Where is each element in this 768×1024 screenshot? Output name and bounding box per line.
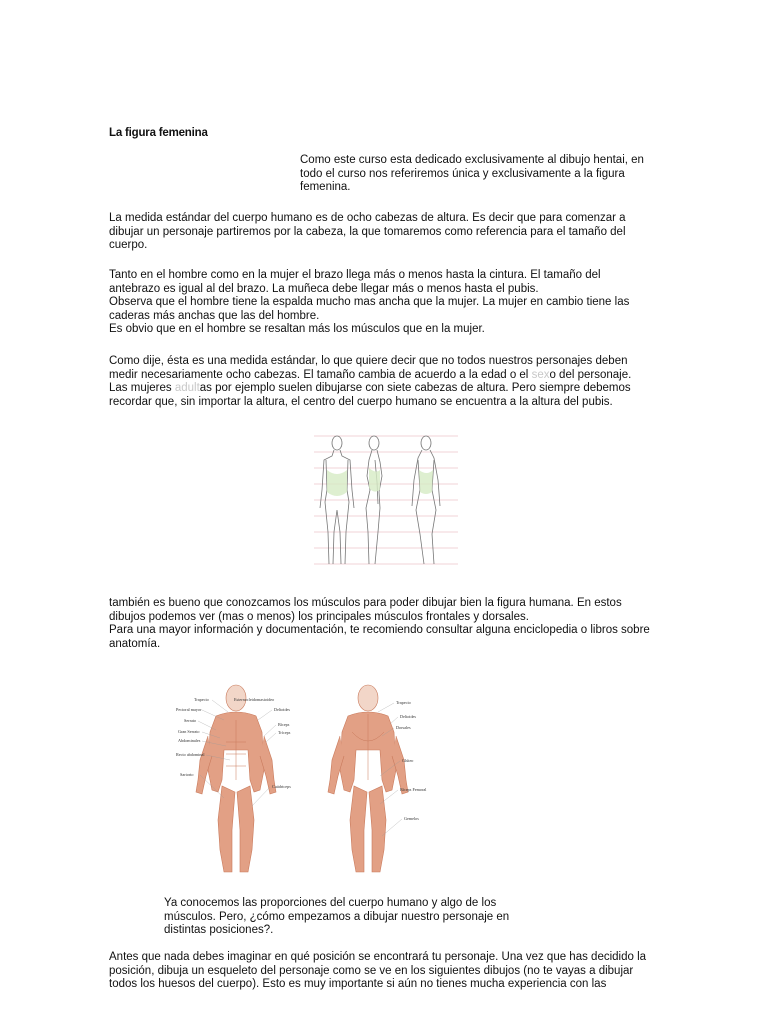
label-back-trapecio: Trapecio [396,700,411,705]
label-triceps: Tríceps [278,730,291,735]
label-esternocleido: Esternocleidomastoideo [234,697,275,702]
paragraph-proportions-line2: Observa que el hombre tiene la espalda mucho mas ancha que la mujer. La mujer en cambio tiene las caderas más anchas que las del hombre. [109,296,630,322]
label-biceps: Bíceps [278,722,290,727]
faint-text: sex [531,368,550,381]
text-run: Como dije, ésta es una medida estándar, lo que quiere decir que no todos nuestros personajes deben medir necesariamente ocho cabezas. El tamaño cambia de acuerdo a la edad o el [109,355,628,381]
paragraph-proportions [109,269,649,337]
label-back-deltoides: Deltoides [400,714,417,719]
paragraph-muscles-line2: Para una mayor información y documentación, te recomiendo consultar alguna enciclopedia o libros sobre anatomía. [109,624,650,650]
label-pectoral: Pectoral mayor [176,707,202,712]
label-back-dorsales: Dorsales [396,725,411,730]
paragraph-measure: La medida estándar del cuerpo humano es de ocho cabezas de altura. Es decir que para comenzar a dibujar un personaje partiremos por la cabeza, la que tomaremos como referencia para el tamaño del cuerpo. [109,212,626,252]
muscle-anatomy-image [168,680,458,880]
faint-text: adult [174,382,200,395]
caption-paragraph: Ya conocemos las proporciones del cuerpo humano y algo de los músculos. Pero, ¿cómo empezamos a dibujar nuestro personaje en distintas posiciones?. [164,897,510,937]
label-trapecio: Trapecio [194,697,209,702]
intro-paragraph: Como este curso esta dedicado exclusivamente al dibujo hentai, en todo el curso nos referiremos única y exclusivamente a la figura femenina. [300,154,644,194]
proportion-figures-image [312,430,460,578]
back-figure [328,685,408,872]
label-cuadriceps: Cuádriceps [272,784,291,789]
label-gran-serrato: Gran Serrato [178,729,200,734]
paragraph-proportions-line3: Es obvio que en el hombre se resaltan más los músculos que en la mujer. [109,323,485,336]
label-back-gluteo: Glúteo [402,758,414,763]
label-serrato: Serrato [184,718,197,723]
label-back-biceps-femoral: Bíceps Femoral [400,787,427,792]
paragraph-muscles-line1: también es bueno que conozcamos los músculos para poder dibujar bien la figura humana. En estos dibujos podemos ver (mas o menos) los principales músculos frontales y dorsales. [109,597,622,623]
paragraph-muscles [109,597,659,651]
label-back-gemelos: Gemelos [404,816,419,821]
label-deltoides: Deltoides [274,707,291,712]
front-figure [196,685,276,872]
text-run: o del personaje. Las mujeres [109,368,632,395]
section-heading: La figura femenina [109,127,208,139]
paragraph-proportions-line1: Tanto en el hombre como en la mujer el brazo llega más o menos hasta la cintura. El tamaño del antebrazo es igual al del brazo. La muñeca debe llegar más o menos hasta el pubis. [109,269,601,295]
label-recto: Recto abdominal [176,752,205,757]
label-abdominales: Abdominales [178,738,201,743]
label-sartorio: Sartorio [180,772,194,777]
paragraph-skeleton: Antes que nada debes imaginar en qué posición se encontrará tu personaje. Una vez que has decidido la posición, dibuja un esqueleto del personaje como se ve en los siguientes dibujos (no te vayas a dibujar todos los huesos del cuerpo). Esto es muy importante si aún no tienes mucha experiencia con las [109,951,647,991]
text-run: as por ejemplo suelen dibujarse con siete cabezas de altura. Pero siempre debemos recordar que, sin importar la altura, el centro del cuerpo humano se encuentra a la altura del pubis. [109,382,631,408]
paragraph-standard [109,355,649,409]
